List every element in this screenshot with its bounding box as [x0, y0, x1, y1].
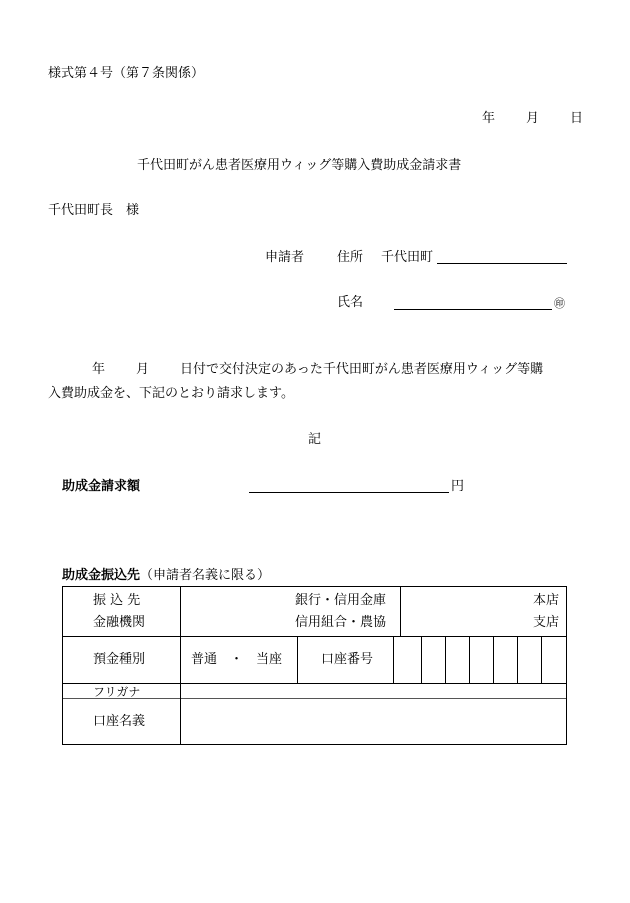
address-field-line[interactable]	[437, 263, 567, 264]
body-month-label: 月	[136, 362, 150, 377]
branch-column-divider	[400, 587, 401, 636]
branch-sub[interactable]: 支店	[533, 615, 560, 630]
digit-divider	[469, 636, 470, 683]
digit-divider	[445, 636, 446, 683]
bank-label-line2: 金融機関	[93, 615, 146, 630]
amount-unit: 円	[451, 479, 465, 494]
bank-type-line1[interactable]: 銀行・信用金庫	[295, 593, 387, 608]
amount-field-line[interactable]	[249, 492, 449, 493]
body-year-label: 年	[92, 362, 106, 377]
account-number-label: 口座番号	[321, 652, 374, 667]
transfer-note: （申請者名義に限る）	[140, 568, 271, 583]
furigana-label: フリガナ	[93, 685, 141, 699]
date-day-label: 日	[570, 111, 584, 126]
address-prefix: 千代田町	[381, 250, 434, 265]
form-number: 様式第４号（第７条関係）	[48, 66, 205, 81]
ki-heading: 記	[308, 432, 322, 447]
account-number-divider	[393, 636, 394, 683]
addressee: 千代田町長 様	[48, 203, 140, 218]
date-month-label: 月	[526, 111, 540, 126]
digit-divider	[421, 636, 422, 683]
amount-label: 助成金請求額	[62, 479, 141, 494]
address-label: 住所	[337, 250, 364, 265]
applicant-label: 申請者	[265, 250, 305, 265]
digit-divider	[493, 636, 494, 683]
seal-mark: ㊞	[554, 297, 565, 310]
account-holder-label: 口座名義	[93, 714, 146, 729]
name-label: 氏名	[337, 295, 364, 310]
deposit-type-options[interactable]: 普通 ・ 当座	[191, 652, 283, 667]
transfer-account-table	[62, 586, 567, 745]
date-year-label: 年	[482, 111, 496, 126]
deposit-divider	[297, 636, 298, 683]
form-title: 千代田町がん患者医療用ウィッグ等購入費助成金請求書	[137, 158, 462, 173]
row-divider	[63, 636, 566, 637]
label-column-divider	[180, 587, 181, 744]
branch-main[interactable]: 本店	[533, 593, 560, 608]
body-line1-text: 日付で交付決定のあった千代田町がん患者医療用ウィッグ等購	[180, 362, 544, 377]
digit-divider	[517, 636, 518, 683]
body-line2-text: 入費助成金を、下記のとおり請求します。	[48, 386, 294, 401]
deposit-type-label: 預金種別	[93, 652, 146, 667]
bank-type-line2[interactable]: 信用組合・農協	[295, 615, 387, 630]
name-field-line[interactable]	[394, 309, 552, 310]
bank-label-line1: 振 込 先	[93, 593, 141, 608]
transfer-label: 助成金振込先	[62, 568, 141, 583]
digit-divider	[541, 636, 542, 683]
